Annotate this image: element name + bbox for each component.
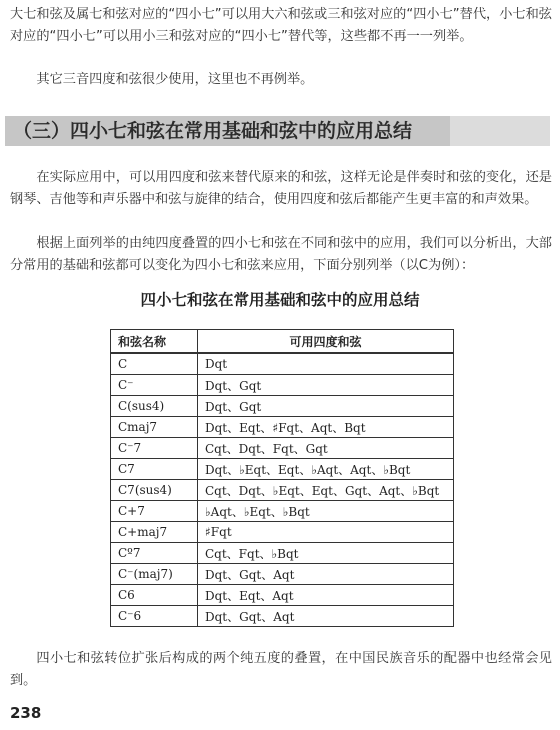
- usable-chords-cell: Cqt、Dqt、Fqt、Gqt: [198, 438, 454, 459]
- usable-chords-cell: Dqt、Gqt: [198, 375, 454, 396]
- table-header-row: [111, 330, 454, 354]
- header-chord-name: 和弦名称: [111, 330, 198, 354]
- table-row: [111, 522, 454, 543]
- chord-name-cell: C7(sus4): [111, 480, 198, 501]
- paragraph-practical-application: 在实际应用中，可以用四度和弦来替代原来的和弦，这样无论是伴奏时和弦的变化，还是钢琴、吉他等和声乐器中和弦与旋律的结合，使用四度和弦后都能产生更丰富的和声效果。: [10, 170, 552, 207]
- table-row: [111, 543, 454, 564]
- usable-chords-cell: Dqt、Eqt、♯Fqt、Aqt、Bqt: [198, 417, 454, 438]
- table-row: [111, 606, 454, 627]
- table-row: [111, 459, 454, 480]
- table-row: [111, 396, 454, 417]
- table-row: [111, 480, 454, 501]
- chord-name-cell: C+7: [111, 501, 198, 522]
- table-row: [111, 353, 454, 375]
- usable-chords-cell: Dqt、Gqt: [198, 396, 454, 417]
- usable-chords-cell: ♭Aqt、♭Eqt、♭Bqt: [198, 501, 454, 522]
- chord-name-cell: C⁻6: [111, 606, 198, 627]
- usable-chords-cell: Dqt、♭Eqt、Eqt、♭Aqt、Aqt、♭Bqt: [198, 459, 454, 480]
- chord-name-cell: C7: [111, 459, 198, 480]
- chord-substitution-table: [110, 329, 454, 627]
- section-header-bar: [5, 116, 550, 146]
- page-number: 238: [10, 704, 42, 722]
- usable-chords-cell: Dqt、Gqt、Aqt: [198, 606, 454, 627]
- section-title: （三）四小七和弦在常用基础和弦中的应用总结: [13, 120, 413, 142]
- chord-name-cell: C6: [111, 585, 198, 606]
- table-row: [111, 501, 454, 522]
- chord-name-cell: C⁻(maj7): [111, 564, 198, 585]
- paragraph-substitution-note: 大七和弦及属七和弦对应的“四小七”可以用大六和弦或三和弦对应的“四小七”替代，小七和弦对应的“四小七”可以用小三和弦对应的“四小七”替代等，这些都不再一一列举。: [10, 7, 552, 44]
- usable-chords-cell: Dqt: [198, 353, 454, 375]
- chord-name-cell: C⁻: [111, 375, 198, 396]
- usable-chords-cell: ♯Fqt: [198, 522, 454, 543]
- table-row: [111, 417, 454, 438]
- paragraph-other-chords-note: 其它三音四度和弦很少使用，这里也不再例举。: [36, 72, 314, 87]
- chord-name-cell: C⁻7: [111, 438, 198, 459]
- table-row: [111, 585, 454, 606]
- table-row: [111, 375, 454, 396]
- paragraph-analysis-intro: 根据上面列举的由纯四度叠置的四小七和弦在不同和弦中的应用，我们可以分析出，大部分常用的基础和弦都可以变化为四小七和弦来应用，下面分别列举（以C为例）：: [10, 236, 552, 273]
- chord-name-cell: Cº7: [111, 543, 198, 564]
- usable-chords-cell: Dqt、Gqt、Aqt: [198, 564, 454, 585]
- table-row: [111, 438, 454, 459]
- chord-name-cell: Cmaj7: [111, 417, 198, 438]
- paragraph-chinese-music-note: 四小七和弦转位扩张后构成的两个纯五度的叠置，在中国民族音乐的配器中也经常会见到。: [10, 651, 552, 688]
- table-row: [111, 564, 454, 585]
- chord-name-cell: C: [111, 353, 198, 375]
- header-usable-fourth-chords: 可用四度和弦: [198, 330, 454, 354]
- table-title: 四小七和弦在常用基础和弦中的应用总结: [140, 291, 420, 309]
- usable-chords-cell: Cqt、Dqt、♭Eqt、Eqt、Gqt、Aqt、♭Bqt: [198, 480, 454, 501]
- usable-chords-cell: Cqt、Fqt、♭Bqt: [198, 543, 454, 564]
- chord-name-cell: C+maj7: [111, 522, 198, 543]
- chord-name-cell: C(sus4): [111, 396, 198, 417]
- usable-chords-cell: Dqt、Eqt、Aqt: [198, 585, 454, 606]
